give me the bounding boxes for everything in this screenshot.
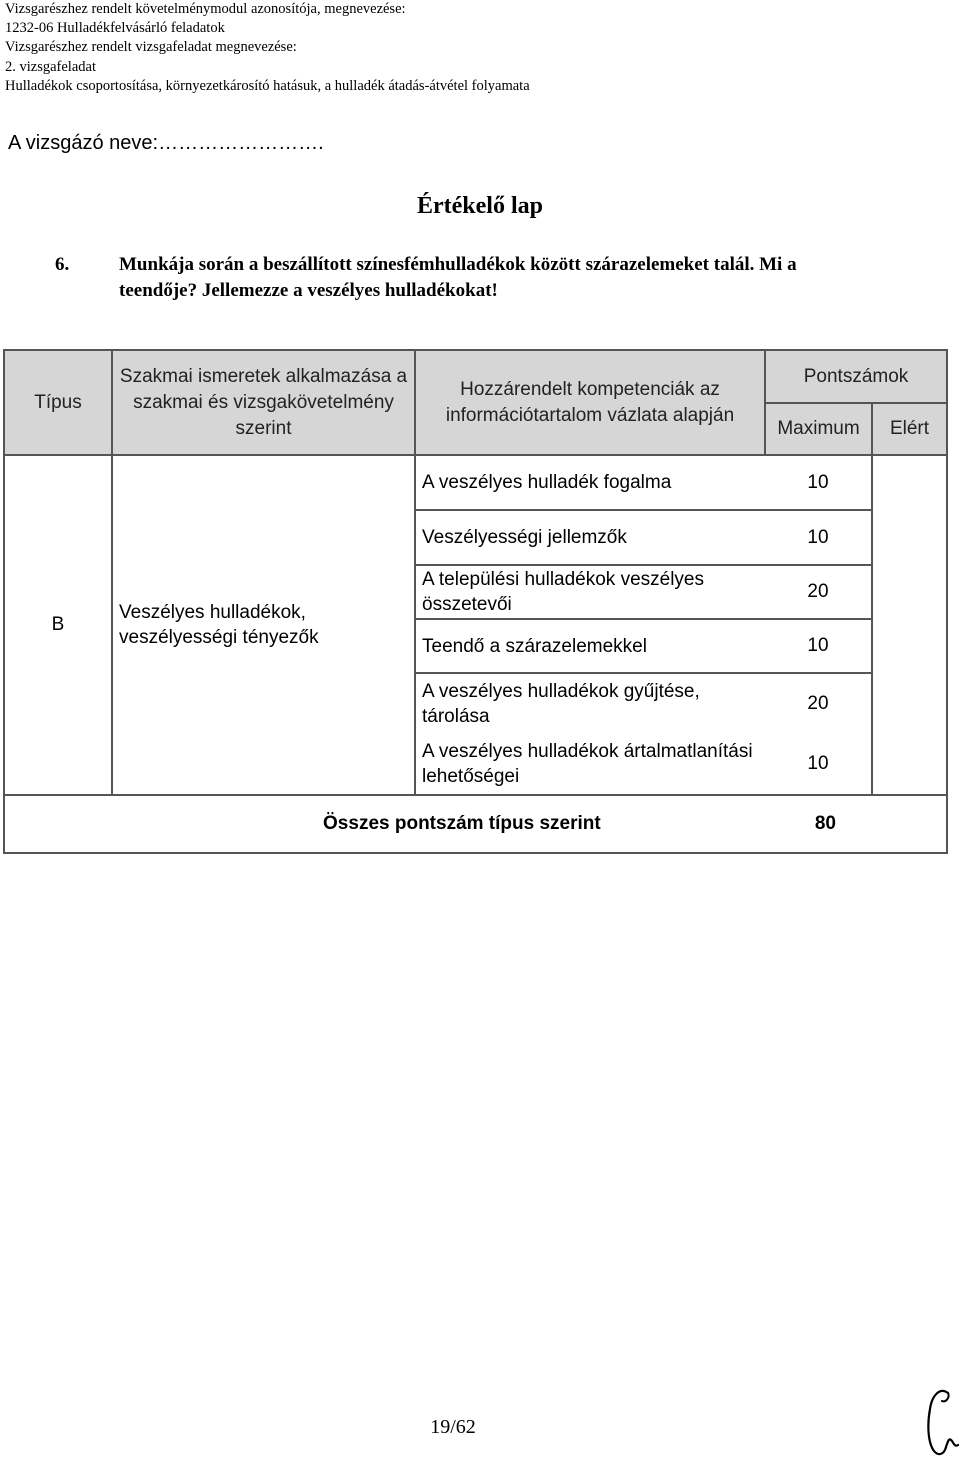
page-number: 19/62 (430, 1416, 476, 1438)
total-value: 80 (814, 813, 836, 834)
max-cell: 10 (765, 510, 872, 565)
max-cell: 20 (765, 673, 872, 734)
max-cell: 20 (765, 565, 872, 619)
candidate-name-label: A vizsgázó neve:……………………. (8, 132, 324, 154)
header-line: 2. vizsgafeladat (5, 58, 96, 75)
document-header (5, 0, 530, 96)
header-achieved: Elért (872, 403, 947, 455)
header-competence: Hozzárendelt kompetenciák az információtartalom vázlata alapján (415, 350, 765, 455)
question-text: Munkája során a beszállított színesfémhulladékok között szárazelemeket talál. Mi a (119, 254, 797, 275)
header-points: Pontszámok (765, 350, 947, 403)
question-text-line2: teendője? Jellemezze a veszélyes hulladékokat! (119, 280, 498, 301)
competence-cell: A települési hulladékok veszélyes összetevői (415, 565, 765, 619)
competence-cell: Teendő a szárazelemekkel (415, 619, 765, 673)
total-achieved-cell[interactable] (872, 795, 947, 853)
type-cell: B (4, 455, 112, 795)
competence-cell: A veszélyes hulladékok gyűjtése, tárolása (415, 673, 765, 734)
page-title: Értékelő lap (417, 193, 543, 219)
header-line: Vizsgarészhez rendelt követelménymodul azonosítója, megnevezése: (5, 1, 406, 17)
header-knowledge: Szakmai ismeretek alkalmazása a szakmai és vizsgakövetelmény szerint (112, 350, 415, 455)
competence-cell: A veszélyes hulladék fogalma (415, 455, 765, 510)
competence-cell: A veszélyes hulladékok ártalmatlanítási lehetőségei (415, 734, 765, 795)
knowledge-cell: Veszélyes hulladékok, veszélyességi tényezők (112, 455, 415, 795)
total-row (4, 795, 872, 853)
max-cell: 10 (765, 619, 872, 673)
competence-cell: Veszélyességi jellemzők (415, 510, 765, 565)
total-label: Összes pontszám típus szerint (323, 813, 601, 834)
header-line: Hulladékok csoportosítása, környezetkárosító hatásuk, a hulladék átadás-átvétel folyamata (5, 77, 530, 94)
max-cell: 10 (765, 734, 872, 795)
header-max: Maximum (765, 403, 872, 455)
evaluation-table (3, 349, 948, 854)
question-number: 6. (55, 254, 70, 275)
max-cell: 10 (765, 455, 872, 510)
header-type: Típus (4, 350, 112, 455)
header-line: 1232-06 Hulladékfelvásárló feladatok (5, 20, 225, 37)
header-line: Vizsgarészhez rendelt vizsgafeladat megnevezése: (5, 39, 297, 56)
achieved-cell[interactable] (872, 455, 947, 795)
signature-mark (918, 1385, 960, 1460)
